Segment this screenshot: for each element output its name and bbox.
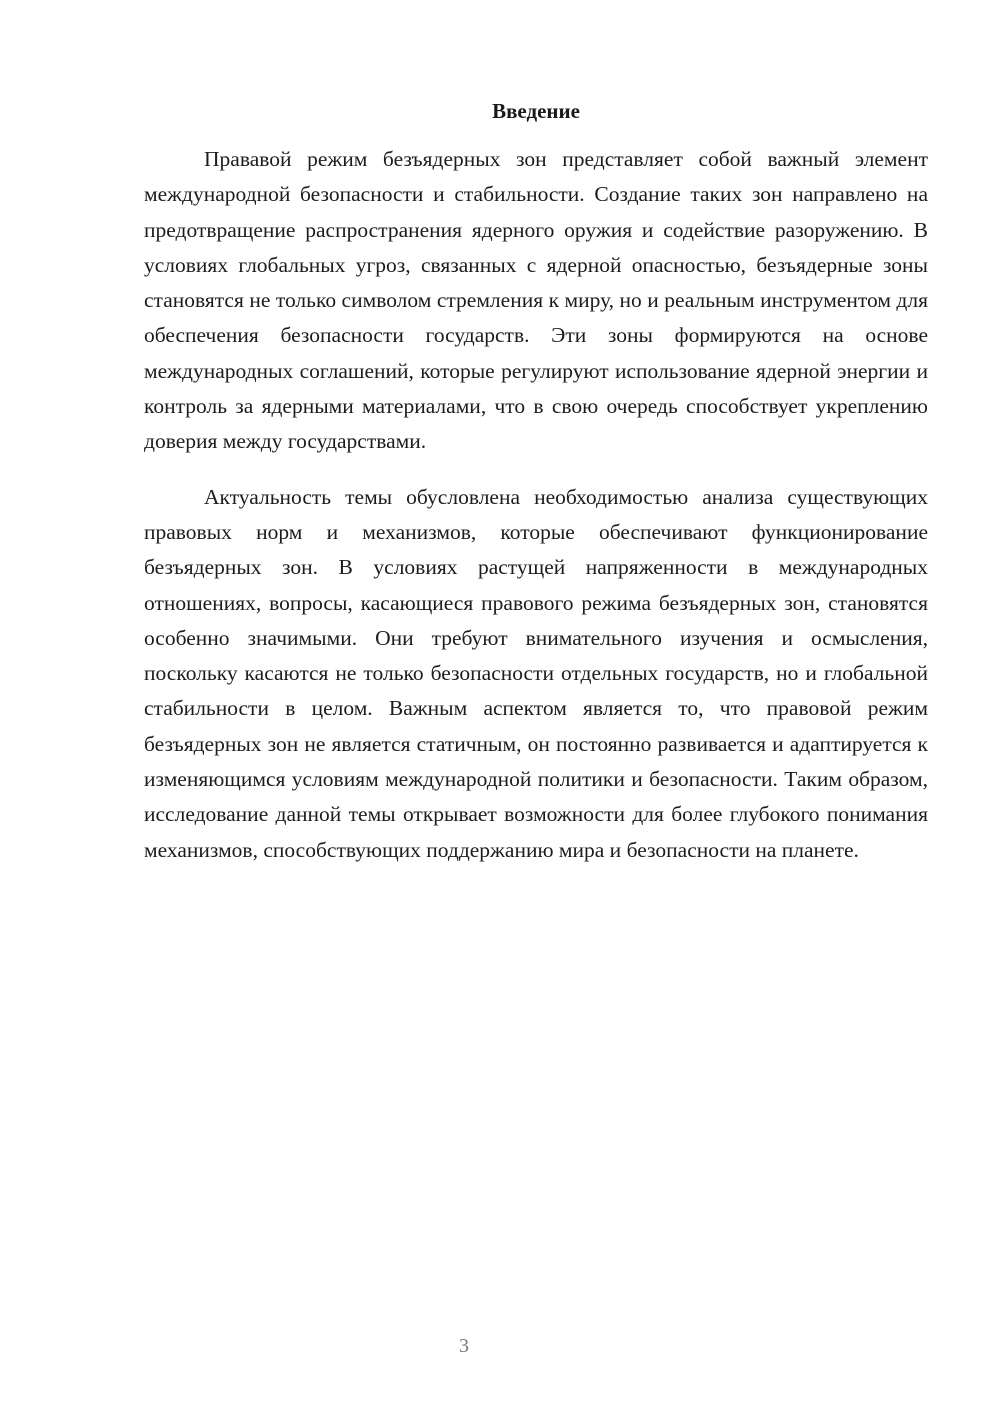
page-number: 3 (459, 1335, 469, 1357)
paragraph-relevance: Актуальность темы обусловлена необходимостью анализа существующих правовых норм и механизмов, которые обеспечивают функционирование безъядерных зон. В условиях растущей напряженности в международных отношениях, вопросы, касающиеся правового режима безъядерных зон, становятся особенно значимыми. Они требуют внимательного изучения и осмысления, поскольку касаются не только безопасности отдельных государств, но и глобальной стабильности в целом. Важным аспектом является то, что правовой режим безъядерных зон не является статичным, он постоянно развивается и адаптируется к изменяющимся условиям международной политики и безопасности. Таким образом, исследование данной темы открывает возможности для более глубокого понимания механизмов, способствующих поддержанию мира и безопасности на планете. (144, 484, 928, 862)
page-content (144, 96, 928, 868)
paragraph-intro: Прававой режим безъядерных зон представляет собой важный элемент международной безопасности и стабильности. Создание таких зон направлено на предотвращение распространения ядерного оружия и содействие разоружению. В условиях глобальных угроз, связанных с ядерной опасностью, безъядерные зоны становятся не только символом стремления к миру, но и реальным инструментом для обеспечения безопасности государств. Эти зоны формируются на основе международных соглашений, которые регулируют использование ядерной энергии и контроль за ядерными материалами, что в свою очередь способствует укреплению доверия между государствами. (144, 147, 928, 454)
section-title: Введение (492, 99, 580, 123)
